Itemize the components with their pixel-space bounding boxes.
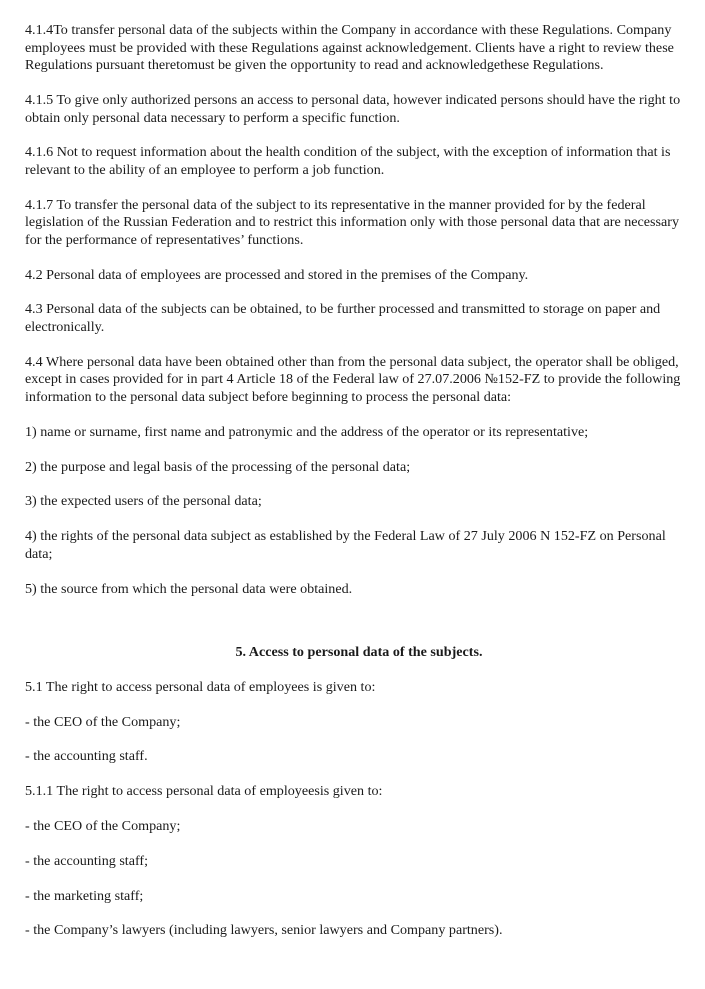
list-item-2: 2) the purpose and legal basis of the processing of the personal data;: [25, 458, 411, 475]
list-item-1: 1) name or surname, first name and patronymic and the address of the operator or its representative;: [25, 423, 589, 440]
access-item-ceo: - the CEO of the Company;: [25, 713, 181, 730]
access-item-lawyers: - the Company’s lawyers (including lawyers, senior lawyers and Company partners).: [25, 922, 503, 939]
access-item-accounting-2: - the accounting staff;: [25, 852, 149, 869]
section-heading: 5. Access to personal data of the subjects.: [235, 644, 483, 661]
clause-4-4: 4.4 Where personal data have been obtained other than from the personal data subject, the operator shall be obliged, except in cases provided for in part 4 Article 18 of the Federal law of 27.07.2006 №152-FZ to provide the following information to the personal data subject before beginning to process the personal data:: [25, 353, 681, 406]
clause-4-1-7: 4.1.7 To transfer the personal data of the subject to its representative in the manner provided for by the federal legislation of the Russian Federation and to restrict this information only with those personal data that are necessary for the performance of representatives’ functions.: [25, 196, 680, 248]
list-item-5: 5) the source from which the personal data were obtained.: [25, 580, 353, 597]
list-item-3: 3) the expected users of the personal data;: [25, 493, 262, 510]
clause-4-1-4: 4.1.4To transfer personal data of the subjects within the Company in accordance with these Regulations. Company employees must be provided with these Regulations against acknowledgement. Clients have a right to review these Regulations pursuant theretomust be given the opportunity to read and acknowledgethese Regulations.: [25, 22, 674, 74]
clause-4-3: 4.3 Personal data of the subjects can be obtained, to be further processed and transmitted to storage on paper and electronically.: [25, 301, 661, 336]
clause-5-1-1: 5.1.1 The right to access personal data of employeesis given to:: [25, 783, 383, 800]
access-item-accounting: - the accounting staff.: [25, 748, 148, 765]
access-item-marketing: - the marketing staff;: [25, 887, 144, 904]
clause-4-2: 4.2 Personal data of employees are processed and stored in the premises of the Company.: [25, 266, 529, 283]
access-item-ceo-2: - the CEO of the Company;: [25, 818, 181, 835]
document-page: [25, 22, 693, 957]
clause-5-1: 5.1 The right to access personal data of employees is given to:: [25, 678, 376, 695]
clause-4-1-5: 4.1.5 To give only authorized persons an access to personal data, however indicated persons should have the right to obtain only personal data necessary to perform a specific function.: [25, 91, 681, 126]
clause-4-1-6: 4.1.6 Not to request information about the health condition of the subject, with the exception of information that is relevant to the ability of an employee to perform a job function.: [25, 144, 671, 178]
list-item-4: 4) the rights of the personal data subject as established by the Federal Law of 27 July 2006 N 152-FZ on Personal data;: [25, 528, 666, 562]
